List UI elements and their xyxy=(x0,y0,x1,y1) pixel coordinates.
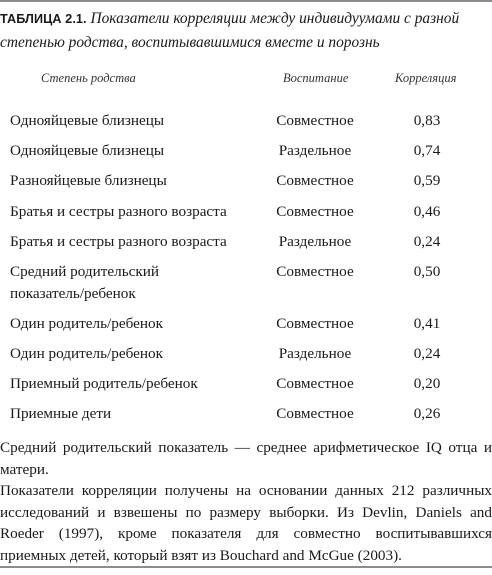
correlation-cell: 0,20 xyxy=(413,375,441,392)
rearing-cell: Совместное xyxy=(276,172,354,189)
correlation-cell: 0,26 xyxy=(413,405,441,422)
relation-cell: Один родитель/ребенок xyxy=(10,345,163,362)
rearing-cell: Совместное xyxy=(276,203,354,220)
table-caption xyxy=(0,7,490,54)
rearing-cell: Раздельное xyxy=(278,142,352,159)
correlation-cell: 0,74 xyxy=(413,142,441,159)
relation-cell: Средний родительский показатель/ребенок xyxy=(10,263,160,302)
relation-cell: Приемный родитель/ребенок xyxy=(10,375,198,392)
table-label: ТАБЛИЦА 2.1. xyxy=(0,12,87,26)
bottom-rule xyxy=(0,566,492,568)
relation-cell: Братья и сестры разного возраста xyxy=(10,233,227,250)
relation-cell: Один родитель/ребенок xyxy=(10,315,163,332)
table-title: Показатели корреляции между индивидуумами с разной степенью родства, воспитывавшимися вместе и порознь xyxy=(0,10,460,51)
correlation-cell: 0,46 xyxy=(413,203,441,220)
rearing-cell: Совместное xyxy=(276,263,354,280)
rearing-cell: Совместное xyxy=(276,405,354,422)
correlation-cell: 0,24 xyxy=(413,345,441,362)
column-header-correlation: Корреляция xyxy=(395,71,457,85)
rearing-cell: Совместное xyxy=(276,375,354,392)
rearing-cell: Совместное xyxy=(276,112,354,129)
relation-cell: Приемные дети xyxy=(10,405,112,422)
column-header-rearing: Воспитание xyxy=(283,71,349,85)
relation-cell: Братья и сестры разного возраста xyxy=(10,203,227,220)
rearing-cell: Раздельное xyxy=(278,233,352,250)
note-data-source: Показатели корреляции получены на основании данных 212 различных исследований и взвешены по размеру выборки. Из Devlin, Daniels and Roeder (1997), кроме показателя для совместно воспитывавшихся приемных детей, который взят из Bouchard and McGue (2003). xyxy=(0,482,492,564)
relation-cell: Однояйцевые близнецы xyxy=(10,112,165,129)
correlation-cell: 0,41 xyxy=(413,315,441,332)
correlation-cell: 0,24 xyxy=(413,233,441,250)
relation-cell: Однояйцевые близнецы xyxy=(10,142,165,159)
correlation-cell: 0,83 xyxy=(413,112,441,129)
column-header-relation: Степень родства xyxy=(41,71,136,85)
top-rule xyxy=(0,0,492,2)
correlation-cell: 0,59 xyxy=(413,172,441,189)
correlation-cell: 0,50 xyxy=(413,263,441,280)
table-notes xyxy=(0,437,492,566)
rearing-cell: Раздельное xyxy=(278,345,352,362)
note-parent-average: Средний родительский показатель — среднее арифметическое IQ отца и матери. xyxy=(0,439,492,478)
rearing-cell: Совместное xyxy=(276,315,354,332)
relation-cell: Разнояйцевые близнецы xyxy=(10,172,167,189)
